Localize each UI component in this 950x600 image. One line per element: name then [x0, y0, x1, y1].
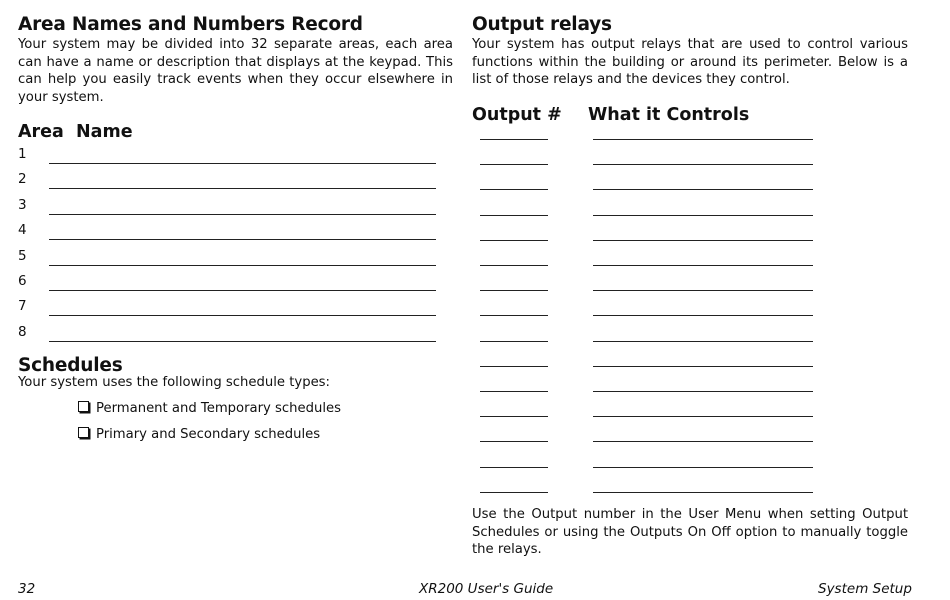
area-number: 4	[18, 222, 27, 239]
name-column-header: Name	[76, 122, 133, 142]
area-number: 6	[18, 273, 27, 289]
area-number: 2	[18, 171, 27, 188]
schedule-option-label: Primary and Secondary schedules	[96, 427, 321, 442]
output-control-blank	[593, 290, 813, 291]
output-control-blank	[593, 467, 813, 468]
area-row	[18, 145, 438, 165]
area-name-blank	[49, 188, 436, 189]
area-name-blank	[49, 163, 436, 164]
area-number: 5	[18, 247, 27, 264]
schedule-option-primary	[78, 426, 320, 443]
area-section-text: Your system may be divided into 32 separate areas, each area can have a name or description that displays at the keypad. This can help you easily track events when they occur elsewhere in your system.	[18, 37, 453, 105]
output-number-blank	[480, 265, 548, 266]
output-number-header: Output #	[472, 105, 562, 125]
output-number-blank	[480, 492, 548, 493]
area-row	[18, 323, 438, 343]
output-control-blank	[593, 492, 813, 493]
output-usage-note: Use the Output number in the User Menu when setting Output Schedules or using the Outputs On Off option to manually toggle the relays.	[472, 507, 908, 557]
output-control-blank	[593, 139, 813, 140]
area-number: 1	[18, 146, 27, 162]
schedule-option-permanent	[78, 400, 341, 417]
output-control-blank	[593, 366, 813, 367]
guide-title: XR200 User's Guide	[419, 581, 554, 597]
checkbox-icon	[78, 427, 89, 438]
schedules-title: Schedules	[18, 355, 123, 376]
output-control-blank	[593, 189, 813, 190]
output-control-blank	[593, 240, 813, 241]
schedules-text: Your system uses the following schedule types:	[18, 375, 330, 390]
output-number-blank	[480, 189, 548, 190]
output-control-blank	[593, 391, 813, 392]
schedule-option-label: Permanent and Temporary schedules	[96, 401, 342, 416]
output-relays-text: Your system has output relays that are used to control various functions within the building or around its perimeter. Below is a list of those relays and the devices they control.	[472, 37, 908, 87]
area-row	[18, 196, 438, 216]
output-number-blank	[480, 416, 548, 417]
output-relays-title: Output relays	[472, 14, 612, 35]
output-number-blank	[480, 139, 548, 140]
output-number-blank	[480, 341, 548, 342]
output-number-blank	[480, 240, 548, 241]
output-control-blank	[593, 215, 813, 216]
area-name-blank	[49, 341, 436, 342]
area-row	[18, 170, 438, 190]
output-table-header	[472, 105, 750, 125]
area-name-blank	[49, 315, 436, 316]
area-name-blank	[49, 290, 436, 291]
area-name-blank	[49, 265, 436, 266]
output-control-blank	[593, 164, 813, 165]
area-number: 7	[18, 298, 27, 315]
output-control-blank	[593, 315, 813, 316]
area-section-title: Area Names and Numbers Record	[18, 14, 363, 35]
area-name-blank	[49, 214, 436, 215]
output-number-blank	[480, 391, 548, 392]
output-control-blank	[593, 341, 813, 342]
right-column	[472, 14, 908, 557]
area-row	[18, 297, 438, 317]
section-name: System Setup	[818, 581, 912, 597]
area-column-header: Area	[18, 122, 64, 142]
output-control-blank	[593, 416, 813, 417]
area-number: 8	[18, 323, 27, 340]
output-number-blank	[480, 215, 548, 216]
output-number-blank	[480, 290, 548, 291]
area-row	[18, 272, 438, 292]
what-it-controls-header: What it Controls	[588, 105, 750, 125]
area-row	[18, 221, 438, 241]
area-number: 3	[18, 196, 27, 213]
area-row	[18, 247, 438, 267]
output-number-blank	[480, 441, 548, 442]
output-number-blank	[480, 467, 548, 468]
page-number: 32	[18, 581, 36, 597]
left-column	[18, 14, 453, 442]
output-number-blank	[480, 315, 548, 316]
output-number-blank	[480, 164, 548, 165]
output-control-blank	[593, 265, 813, 266]
checkbox-icon	[78, 401, 89, 412]
output-control-blank	[593, 441, 813, 442]
output-number-blank	[480, 366, 548, 367]
area-name-blank	[49, 239, 436, 240]
